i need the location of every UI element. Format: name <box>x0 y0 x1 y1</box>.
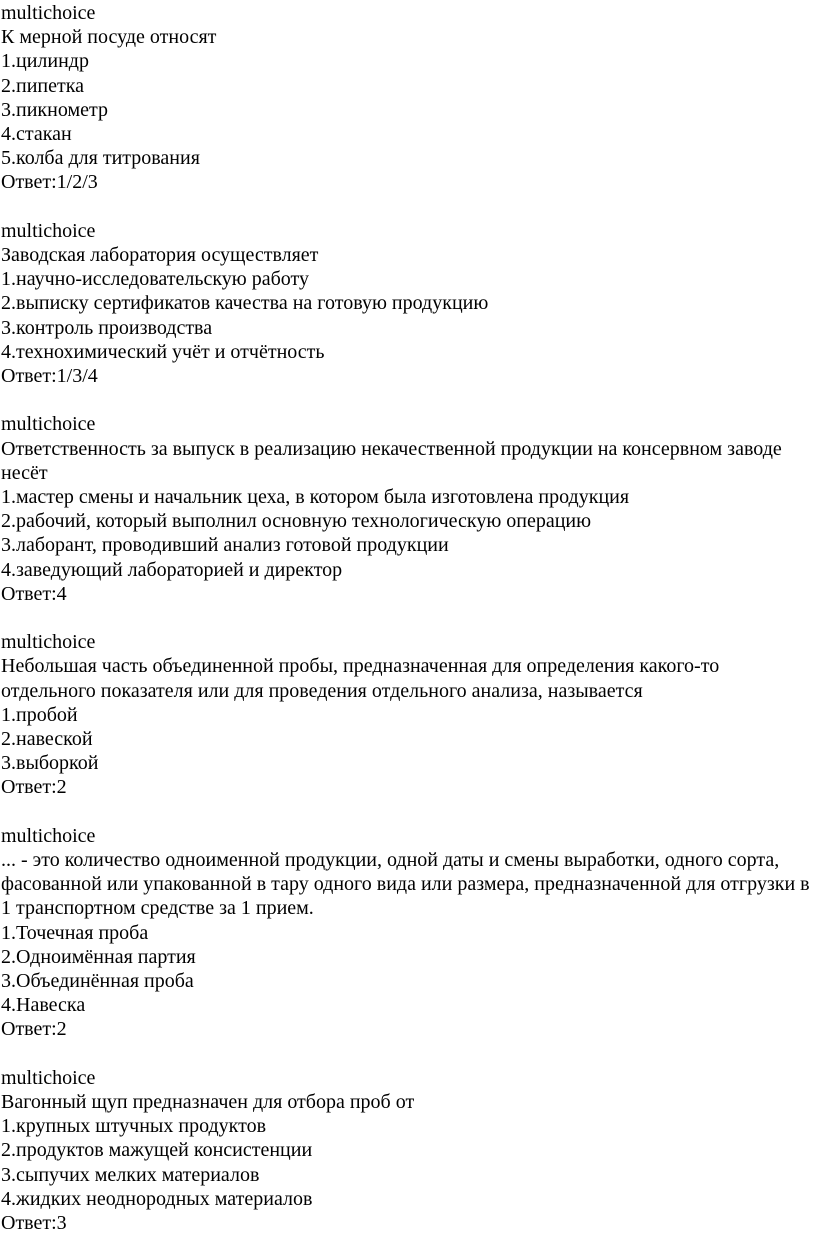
correct-answer: Ответ:1/2/3 <box>1 171 98 194</box>
answer-option: 3.пикнометр <box>1 98 108 121</box>
answer-option: 1.крупных штучных продуктов <box>1 1115 267 1138</box>
question-type: multichoice <box>1 631 96 654</box>
answer-option: 3.сыпучих мелких материалов <box>1 1163 260 1186</box>
question-block <box>1 1 814 195</box>
answer-option: 1.мастер смены и начальник цеха, в котором была изготовлена продукция <box>1 486 630 509</box>
question-block <box>1 219 814 388</box>
answer-option: 4.заведующий лабораторией и директор <box>1 558 343 581</box>
answer-option: 3.выборкой <box>1 752 99 775</box>
question-block <box>1 630 814 799</box>
answer-option: 4.технохимический учёт и отчётность <box>1 340 325 363</box>
answer-option: 3.Объединённая проба <box>1 970 194 993</box>
question-text: Вагонный щуп предназначен для отбора проб от <box>1 1091 415 1114</box>
question-block <box>1 824 814 1042</box>
question-text: ... - это количество одноименной продукции, одной даты и смены выработки, одного сорта, фасованной или упакованной в тару одного вида или размера, предназначенной для отгрузки в 1 транспортном средстве за 1 прием. <box>1 849 815 920</box>
question-text: Заводская лаборатория осуществляет <box>1 244 319 267</box>
answer-option: 1.научно-исследовательскую работу <box>1 268 309 291</box>
question-type: multichoice <box>1 824 96 847</box>
correct-answer: Ответ:1/3/4 <box>1 365 98 388</box>
answer-option: 2.продуктов мажущей консистенции <box>1 1139 313 1162</box>
answer-option: 2.рабочий, который выполнил основную технологическую операцию <box>1 510 592 533</box>
answer-option: 1.цилиндр <box>1 50 89 73</box>
answer-option: 5.колба для титрования <box>1 147 200 170</box>
answer-option: 2.выписку сертификатов качества на готовую продукцию <box>1 292 489 315</box>
correct-answer: Ответ:4 <box>1 582 67 605</box>
question-type: multichoice <box>1 413 96 436</box>
answer-option: 1.пробой <box>1 703 78 726</box>
question-block <box>1 412 814 606</box>
question-block <box>1 1066 814 1235</box>
answer-option: 4.жидких неоднородных материалов <box>1 1187 313 1210</box>
answer-option: 2.навеской <box>1 728 93 751</box>
question-text: Небольшая часть объединенной пробы, предназначенная для определения какого-то отдельного показателя или для проведения отдельного анализа, называется <box>1 655 725 702</box>
correct-answer: Ответ:2 <box>1 1018 67 1041</box>
answer-option: 3.контроль производства <box>1 316 213 339</box>
question-type: multichoice <box>1 2 96 24</box>
answer-option: 3.лаборант, проводивший анализ готовой продукции <box>1 534 449 557</box>
answer-option: 4.стакан <box>1 123 72 146</box>
answer-option: 2.Одноимённая партия <box>1 945 196 968</box>
correct-answer: Ответ:3 <box>1 1212 67 1235</box>
answer-option: 2.пипетка <box>1 74 85 97</box>
question-text: К мерной посуде относят <box>1 26 217 49</box>
question-type: multichoice <box>1 1066 96 1089</box>
question-text: Ответственность за выпуск в реализацию некачественной продукции на консервном заводе несёт <box>1 437 787 484</box>
correct-answer: Ответ:2 <box>1 776 67 799</box>
question-type: multichoice <box>1 219 96 242</box>
answer-option: 1.Точечная проба <box>1 921 149 944</box>
answer-option: 4.Навеска <box>1 994 86 1017</box>
